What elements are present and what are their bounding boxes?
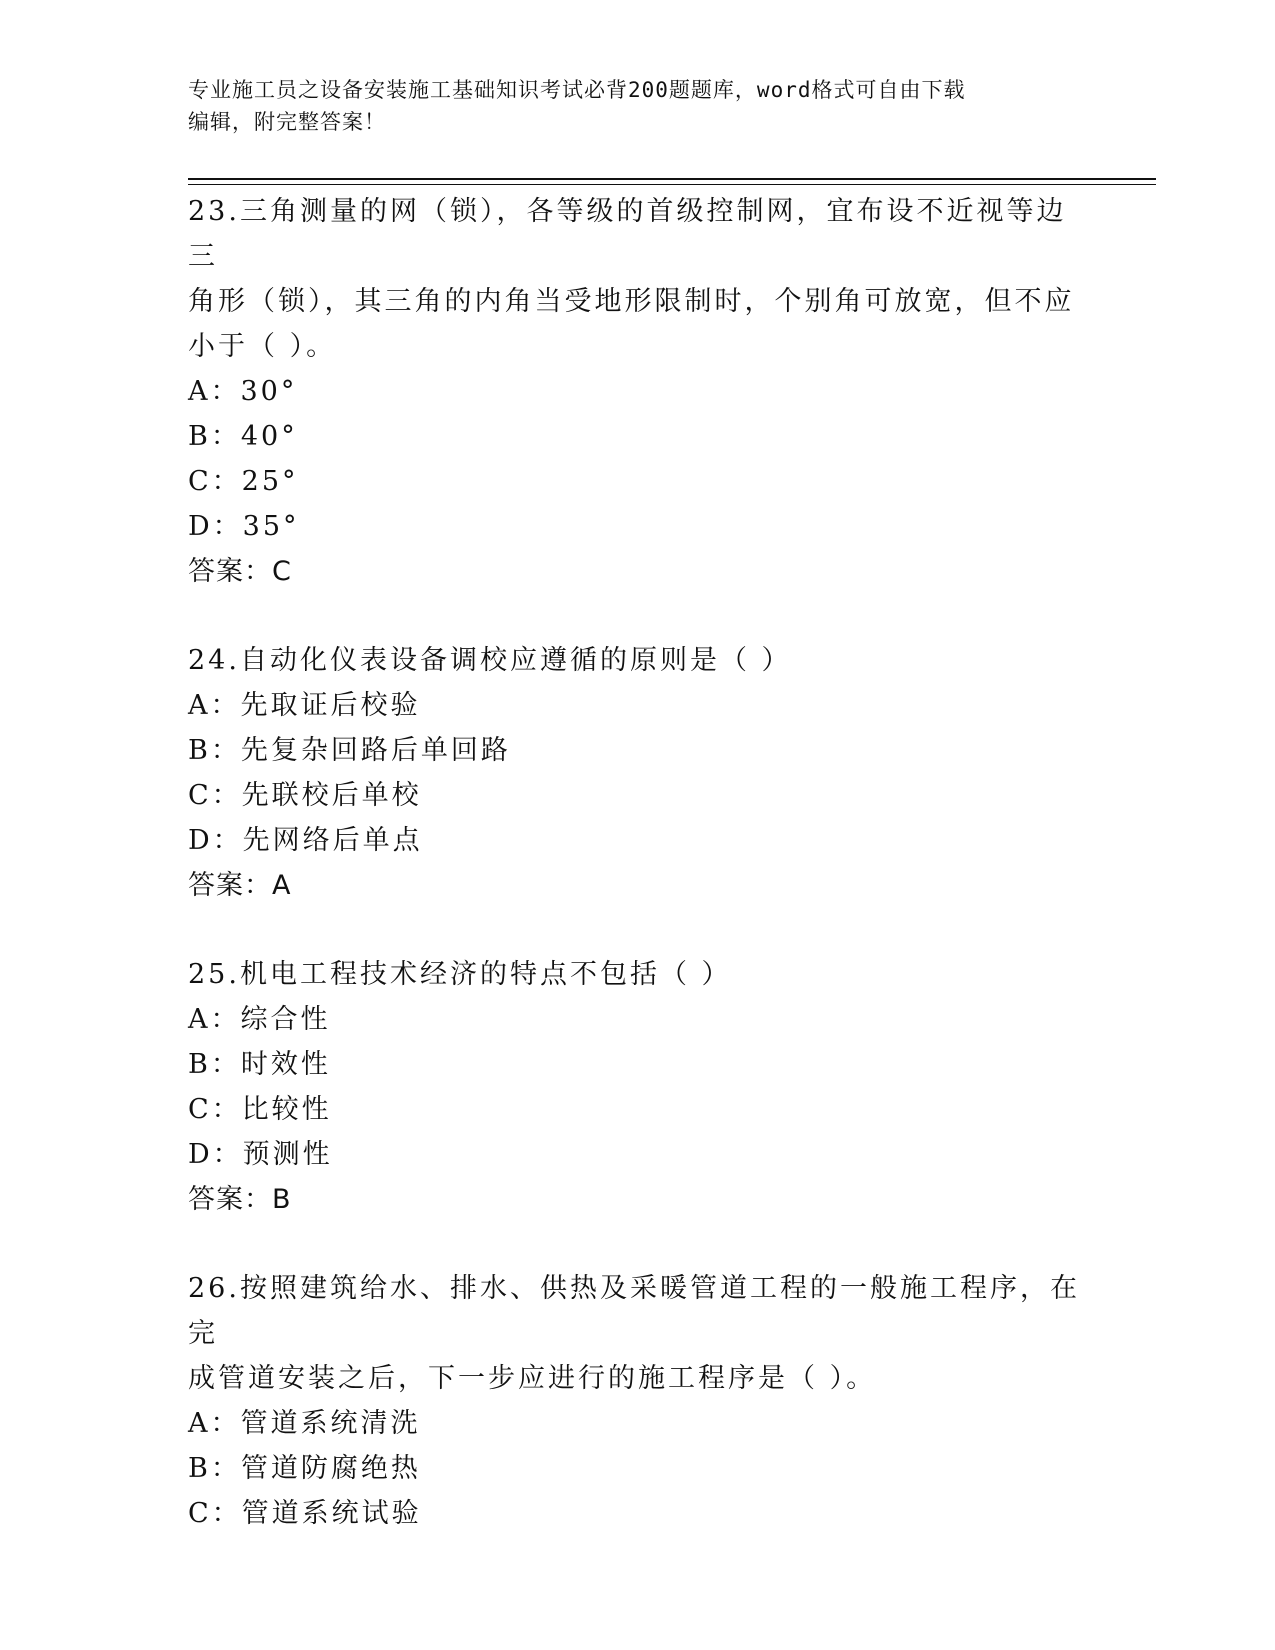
option-d: D：35° xyxy=(188,511,300,542)
option-c: C：先联校后单校 xyxy=(188,780,422,811)
option-b: B：40° xyxy=(188,421,298,452)
question-26 xyxy=(188,1266,1088,1536)
option-b: B：先复杂回路后单回路 xyxy=(188,735,511,766)
option-c: C：25° xyxy=(188,466,299,497)
question-stem xyxy=(188,1266,1088,1401)
answer-line: 答案：B xyxy=(188,1184,292,1215)
header-divider-thin xyxy=(188,184,1156,185)
answer-line: 答案：C xyxy=(188,556,292,587)
question-24 xyxy=(188,638,1088,908)
question-stem-line: 26.按照建筑给水、排水、供热及采暖管道工程的一般施工程序，在完 xyxy=(188,1273,1080,1349)
question-stem-line: 25.机电工程技术经济的特点不包括（ ） xyxy=(188,959,732,990)
question-stem-line: 小于（ ）。 xyxy=(188,331,337,362)
question-25 xyxy=(188,952,1088,1222)
option-a: A：30° xyxy=(188,376,298,407)
option-d: D：先网络后单点 xyxy=(188,825,423,856)
document-header xyxy=(188,74,1088,138)
option-b: B：时效性 xyxy=(188,1049,331,1080)
question-stem-line: 角形（锁），其三角的内角当受地形限制时，个别角可放宽，但不应 xyxy=(188,286,1075,317)
option-d: D：预测性 xyxy=(188,1139,333,1170)
option-c: C：比较性 xyxy=(188,1094,332,1125)
question-stem xyxy=(188,952,1088,997)
question-stem-line: 23.三角测量的网（锁），各等级的首级控制网，宜布设不近视等边三 xyxy=(188,196,1067,272)
option-b: B：管道防腐绝热 xyxy=(188,1453,421,1484)
option-c: C：管道系统试验 xyxy=(188,1498,422,1529)
option-a: A：综合性 xyxy=(188,1004,331,1035)
option-a: A：先取证后校验 xyxy=(188,690,421,721)
header-line-2: 编辑，附完整答案！ xyxy=(188,110,386,134)
question-stem xyxy=(188,189,1088,369)
header-line-1: 专业施工员之设备安装施工基础知识考试必背200题题库，word格式可自由下载 xyxy=(188,78,966,102)
option-a: A：管道系统清洗 xyxy=(188,1408,421,1439)
question-stem-line: 24.自动化仪表设备调校应遵循的原则是（ ） xyxy=(188,645,792,676)
question-stem-line: 成管道安装之后，下一步应进行的施工程序是（ ）。 xyxy=(188,1363,877,1394)
question-23 xyxy=(188,189,1088,594)
question-stem xyxy=(188,638,1088,683)
question-list xyxy=(188,189,1088,1580)
header-divider-thick xyxy=(188,178,1156,180)
answer-line: 答案：A xyxy=(188,870,292,901)
